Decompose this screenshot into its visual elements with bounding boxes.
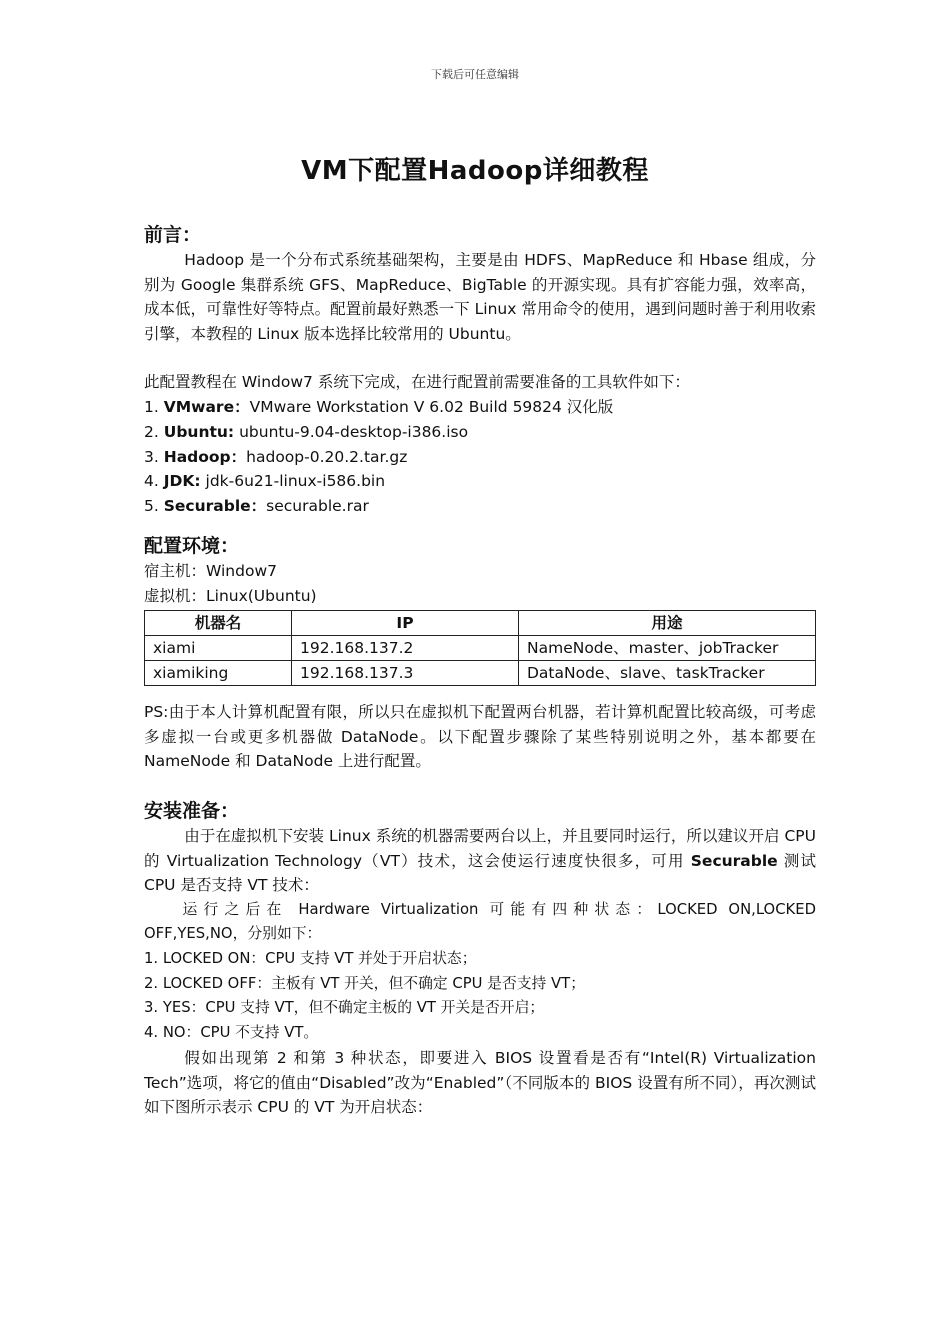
table-row [145,661,816,686]
table-cell-usage: DataNode、slave、taskTracker [519,661,816,686]
table-cell-machine: xiami [145,636,292,661]
preface-heading: 前言： [144,224,202,246]
tool-item-hadoop: 3. Hadoop：hadoop-0.20.2.tar.gz [144,447,408,466]
table-header-usage: 用途 [519,611,816,636]
table-header-ip: IP [292,611,519,636]
table-row [145,636,816,661]
table-cell-usage: NameNode、master、jobTracker [519,636,816,661]
tools-intro: 此配置教程在 Window7 系统下完成，在进行配置前需要准备的工具软件如下： [144,373,690,392]
env-heading: 配置环境： [144,534,240,557]
preface-paragraph: Hadoop 是一个分布式系统基础架构，主要是由 HDFS、MapReduce 和 Hbase 组成，分别为 Google 集群系统 GFS、MapReduce、BigTable 的开源实现。具有扩容能力强，效率高，成本低，可靠性好等特点。配置前最好熟悉一下 Linux 常用命令的使用，遇到问题时善于利用收索引擎，本教程的 Linux 版本选择比较常用的 Ubuntu。 [144,251,816,343]
env-host: 宿主机：Window7 [144,561,277,580]
machine-table [144,610,816,686]
prep-paragraph-2: 运行之后在 Hardware Virtualization 可能有四种状态：LOCKED ON,LOCKED OFF,YES,NO，分别如下： [144,900,816,943]
table-cell-machine: xiamiking [145,661,292,686]
prep-paragraph-1: 由于在虚拟机下安装 Linux 系统的机器需要两台以上，并且要同时运行，所以建议开启 CPU 的 Virtualization Technology（VT）技术，这会使运行速度快很多，可用 Securable 测试 CPU 是否支持 VT 技术： [144,826,816,895]
vt-state-item: 4. NO：CPU 不支持 VT。 [144,1024,319,1042]
table-header-machine: 机器名 [145,611,292,636]
tool-item-securable: 5. Securable：securable.rar [144,497,369,516]
prep-heading: 安装准备： [144,799,240,822]
document-body [144,222,816,1120]
vt-states-list [144,947,816,1046]
tools-list [144,395,816,519]
table-cell-ip: 192.168.137.3 [292,661,519,686]
tool-item-ubuntu: 2. Ubuntu: ubuntu-9.04-desktop-i386.iso [144,422,469,441]
env-ps-note: PS:由于本人计算机配置有限，所以只在虚拟机下配置两台机器，若计算机配置比较高级，可考虑多虚拟一台或更多机器做 DataNode。以下配置步骤除了某些特别说明之外，基本都要在 NameNode 和 DataNode 上进行配置。 [144,703,816,771]
env-vm: 虚拟机：Linux(Ubuntu) [144,586,317,605]
page-header: 下载后可任意编辑 [431,68,519,81]
prep-paragraph-3: 假如出现第 2 和第 3 种状态，即要进入 BIOS 设置看是否有“Intel(R) Virtualization Tech”选项，将它的值由“Disabled”改为“Enabled”（不同版本的 BIOS 设置有所不同），再次测试如下图所示表示 CPU 的 VT 为开启状态： [144,1049,816,1117]
table-cell-ip: 192.168.137.2 [292,636,519,661]
vt-state-item: 2. LOCKED OFF：主板有 VT 开关，但不确定 CPU 是否支持 VT； [144,974,586,992]
tool-item-vmware: 1. VMware：VMware Workstation V 6.02 Build 59824 汉化版 [144,397,614,416]
tool-item-jdk: 4. JDK: jdk-6u21-linux-i586.bin [144,472,386,491]
vt-state-item: 1. LOCKED ON：CPU 支持 VT 并处于开启状态； [144,949,477,967]
vt-state-item: 3. YES：CPU 支持 VT，但不确定主板的 VT 开关是否开启； [144,999,545,1017]
table-header-row [145,611,816,636]
document-title: VM下配置Hadoop详细教程 [301,156,649,186]
